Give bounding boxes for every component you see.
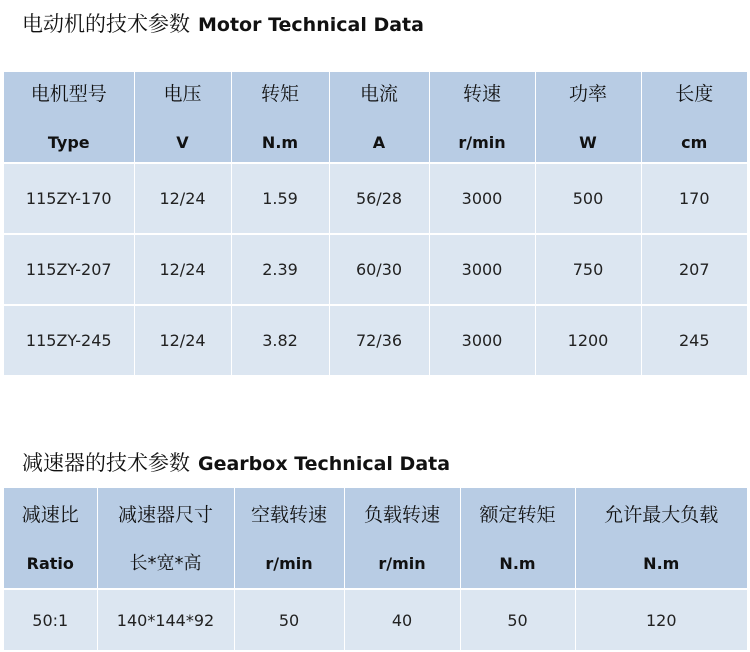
table-cell: 50 <box>234 589 344 651</box>
gearbox-data-table <box>4 488 747 652</box>
motor-header-row <box>4 72 747 163</box>
table-cell: 140*144*92 <box>97 589 234 651</box>
motor-col-speed: 转速 r/min <box>429 72 535 163</box>
gearbox-col-ratio: 减速比 Ratio <box>4 488 97 589</box>
motor-col-power: 功率 W <box>535 72 641 163</box>
motor-section-title <box>22 8 424 38</box>
table-cell: 500 <box>535 163 641 234</box>
table-cell: 170 <box>641 163 747 234</box>
motor-col-type: 电机型号 Type <box>4 72 134 163</box>
table-cell: 50:1 <box>4 589 97 651</box>
gearbox-col-rated-torque: 额定转矩 N.m <box>460 488 575 589</box>
table-row <box>4 163 747 234</box>
motor-col-torque: 转矩 N.m <box>231 72 329 163</box>
gearbox-col-noload-speed: 空载转速 r/min <box>234 488 344 589</box>
gearbox-col-max-load: 允许最大负载 N.m <box>575 488 747 589</box>
motor-title-en: Motor Technical Data <box>198 14 424 36</box>
table-cell: 12/24 <box>134 234 231 305</box>
table-cell: 2.39 <box>231 234 329 305</box>
motor-col-voltage: 电压 V <box>134 72 231 163</box>
table-cell: 72/36 <box>329 305 429 376</box>
table-cell: 3000 <box>429 234 535 305</box>
gearbox-title-en: Gearbox Technical Data <box>198 453 451 475</box>
table-cell: 207 <box>641 234 747 305</box>
motor-data-table <box>4 72 747 377</box>
table-cell: 245 <box>641 305 747 376</box>
table-cell: 60/30 <box>329 234 429 305</box>
table-cell: 12/24 <box>134 163 231 234</box>
table-cell: 3000 <box>429 163 535 234</box>
table-row <box>4 305 747 376</box>
table-row <box>4 234 747 305</box>
motor-col-length: 长度 cm <box>641 72 747 163</box>
table-cell: 750 <box>535 234 641 305</box>
table-cell: 56/28 <box>329 163 429 234</box>
table-cell: 120 <box>575 589 747 651</box>
table-cell: 12/24 <box>134 305 231 376</box>
table-cell: 115ZY-207 <box>4 234 134 305</box>
gearbox-col-load-speed: 负载转速 r/min <box>344 488 460 589</box>
table-row <box>4 589 747 651</box>
table-cell: 50 <box>460 589 575 651</box>
gearbox-title-cn: 减速器的技术参数 <box>22 451 190 475</box>
motor-col-current: 电流 A <box>329 72 429 163</box>
gearbox-section-title <box>22 447 450 477</box>
table-cell: 115ZY-245 <box>4 305 134 376</box>
table-cell: 1.59 <box>231 163 329 234</box>
motor-title-cn: 电动机的技术参数 <box>22 12 190 36</box>
gearbox-header-row <box>4 488 747 589</box>
gearbox-col-size: 减速器尺寸 长*宽*高 <box>97 488 234 589</box>
table-cell: 3.82 <box>231 305 329 376</box>
table-cell: 115ZY-170 <box>4 163 134 234</box>
table-cell: 40 <box>344 589 460 651</box>
table-cell: 1200 <box>535 305 641 376</box>
table-cell: 3000 <box>429 305 535 376</box>
